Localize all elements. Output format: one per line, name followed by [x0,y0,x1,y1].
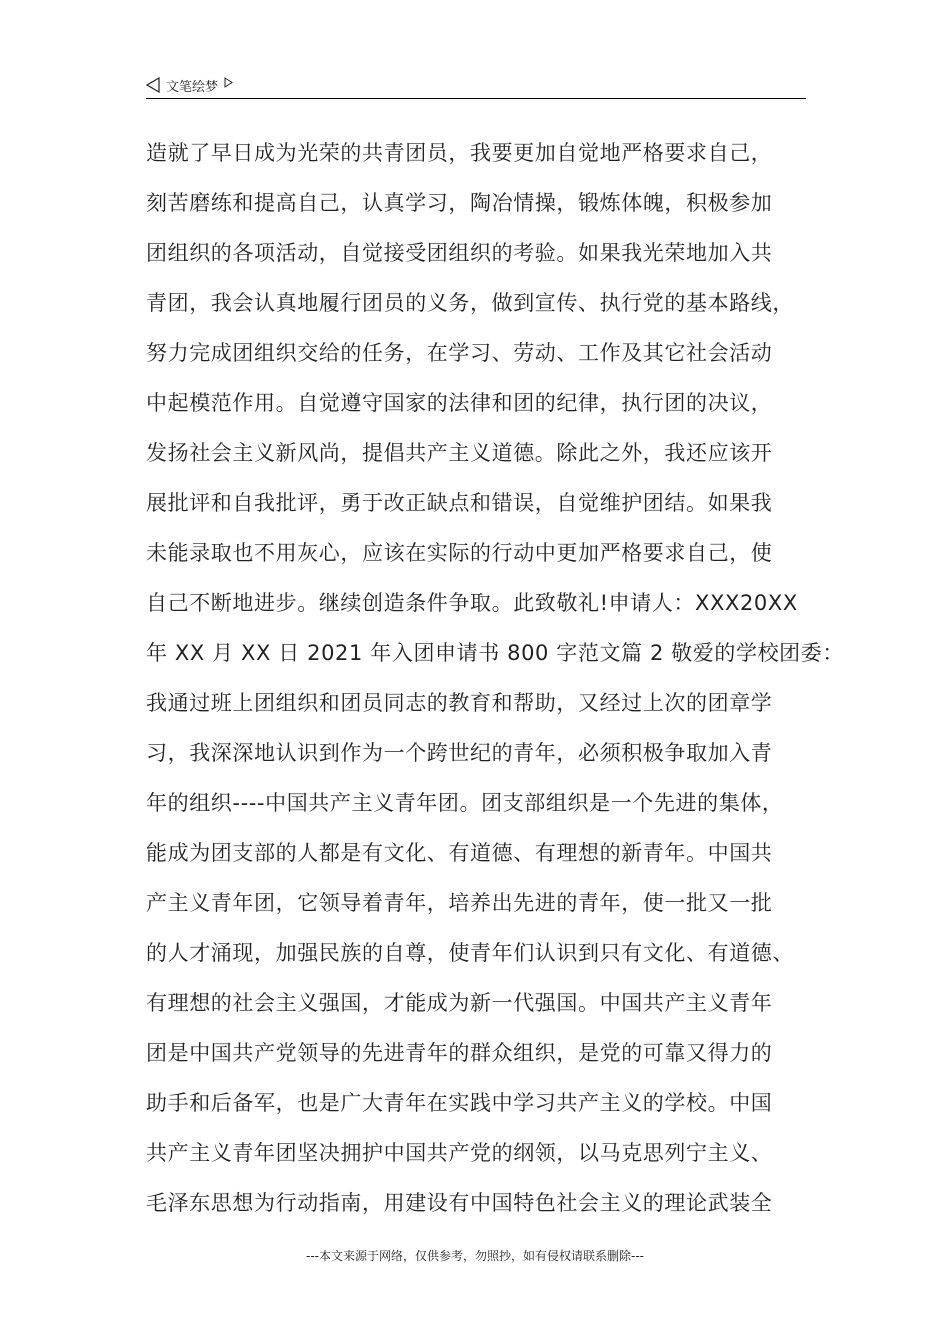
text-line: 有理想的社会主义强国，才能成为新一代强国。中国共产主义青年 [146,991,773,1015]
page-header [146,74,806,99]
text-line: 展批评和自我批评，勇于改正缺点和错误，自觉维护团结。如果我 [146,491,773,515]
text-line: 能成为团支部的人都是有文化、有道德、有理想的新青年。中国共 [146,841,773,865]
text-line: 造就了早日成为光荣的共青团员，我要更加自觉地严格要求自己， [146,141,773,165]
header-brand [146,74,233,96]
text-line: 年 XX 月 XX 日 2021 年入团申请书 800 字范文篇 2 敬爱的学校团委： [146,641,844,665]
text-line: 我通过班上团组织和团员同志的教育和帮助，又经过上次的团章学 [146,691,773,715]
text-line: 发扬社会主义新风尚，提倡共产主义道德。除此之外，我还应该开 [146,441,773,465]
text-line: 年的组织----中国共产主义青年团。团支部组织是一个先进的集体， [146,791,784,815]
header-brand-label: 文笔绘梦 [166,79,219,95]
text-line: 刻苦磨练和提高自己，认真学习，陶冶情操，锻炼体魄，积极参加 [146,191,773,215]
text-line: 中起模范作用。自觉遵守国家的法律和团的纪律，执行团的决议， [146,391,773,415]
text-line: 毛泽东思想为行动指南，用建设有中国特色社会主义的理论武装全 [146,1191,773,1215]
text-line: 产主义青年团，它领导着青年，培养出先进的青年，使一批又一批 [146,891,773,915]
text-line: 共产主义青年团坚决拥护中国共产党的纲领，以马克思列宁主义、 [146,1141,773,1165]
text-line: 团是中国共产党领导的先进青年的群众组织，是党的可靠又得力的 [146,1041,773,1065]
text-line: 团组织的各项活动，自觉接受团组织的考验。如果我光荣地加入共 [146,241,773,265]
text-line: 未能录取也不用灰心，应该在实际的行动中更加严格要求自己，使 [146,541,773,565]
text-line: 青团，我会认真地履行团员的义务，做到宣传、执行党的基本路线， [146,291,794,315]
text-line: 的人才涌现，加强民族的自尊，使青年们认识到只有文化、有道德、 [146,941,794,965]
document-body [146,128,844,1228]
footer-notice: ---本文来源于网络，仅供参考，勿照抄，如有侵权请联系删除--- [306,1249,644,1263]
triangle-right-icon [224,77,233,88]
text-line: 努力完成团组织交给的任务，在学习、劳动、工作及其它社会活动 [146,341,773,365]
text-line: 习，我深深地认识到作为一个跨世纪的青年，必须积极争取加入青 [146,741,773,765]
triangle-left-icon [146,77,160,93]
text-line: 助手和后备军，也是广大青年在实践中学习共产主义的学校。中国 [146,1091,773,1115]
text-line: 自己不断地进步。继续创造条件争取。此致敬礼!申请人：XXX20XX [146,591,798,615]
